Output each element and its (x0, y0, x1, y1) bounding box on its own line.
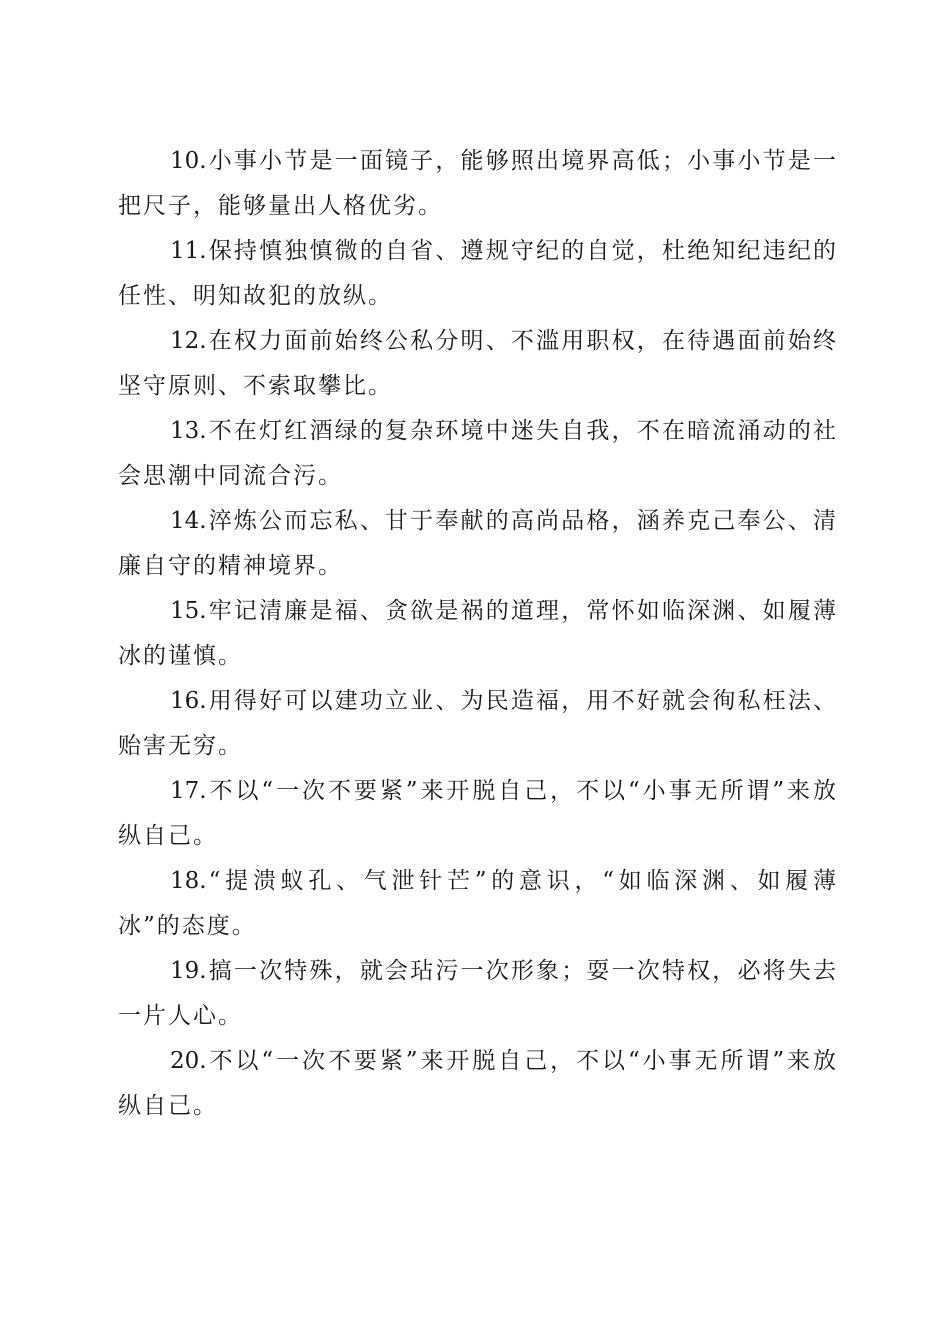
document-body (118, 139, 838, 1129)
item-text: “提溃蚁孔、气泄针芒”的意识，“如临深渊、如履薄冰”的态度。 (118, 868, 838, 939)
item-text: 用得好可以建功立业、为民造福，用不好就会徇私枉法、贻害无穷。 (118, 688, 838, 759)
list-item (118, 499, 838, 589)
list-item (118, 949, 838, 1039)
item-number: 10. (170, 148, 207, 174)
item-text: 不以“一次不要紧”来开脱自己，不以“小事无所谓”来放纵自己。 (118, 778, 838, 849)
item-text: 淬炼公而忘私、甘于奉献的高尚品格，涵养克己奉公、清廉自守的精神境界。 (118, 508, 838, 579)
item-number: 20. (170, 1048, 207, 1074)
item-text: 牢记清廉是福、贪欲是祸的道理，常怀如临深渊、如履薄冰的谨慎。 (118, 598, 838, 669)
item-number: 14. (170, 508, 207, 534)
item-text: 保持慎独慎微的自省、遵规守纪的自觉，杜绝知纪违纪的任性、明知故犯的放纵。 (118, 238, 838, 309)
item-text: 不以“一次不要紧”来开脱自己，不以“小事无所谓”来放纵自己。 (118, 1048, 838, 1119)
item-text: 不在灯红酒绿的复杂环境中迷失自我，不在暗流涌动的社会思潮中同流合污。 (118, 418, 838, 489)
item-number: 16. (170, 688, 207, 714)
item-text: 在权力面前始终公私分明、不滥用职权，在待遇面前始终坚守原则、不索取攀比。 (118, 328, 838, 399)
list-item (118, 139, 838, 229)
list-item (118, 589, 838, 679)
item-number: 11. (170, 238, 207, 264)
item-number: 15. (170, 598, 207, 624)
list-item (118, 319, 838, 409)
list-item (118, 1039, 838, 1129)
list-item (118, 769, 838, 859)
list-item (118, 409, 838, 499)
item-number: 18. (170, 868, 207, 894)
list-item (118, 229, 838, 319)
item-number: 13. (170, 418, 207, 444)
list-item (118, 859, 838, 949)
item-number: 17. (170, 778, 207, 804)
item-text: 小事小节是一面镜子，能够照出境界高低；小事小节是一把尺子，能够量出人格优劣。 (118, 148, 838, 219)
item-text: 搞一次特殊，就会玷污一次形象；耍一次特权，必将失去一片人心。 (118, 958, 838, 1029)
item-number: 12. (170, 328, 207, 354)
item-number: 19. (170, 958, 207, 984)
list-item (118, 679, 838, 769)
